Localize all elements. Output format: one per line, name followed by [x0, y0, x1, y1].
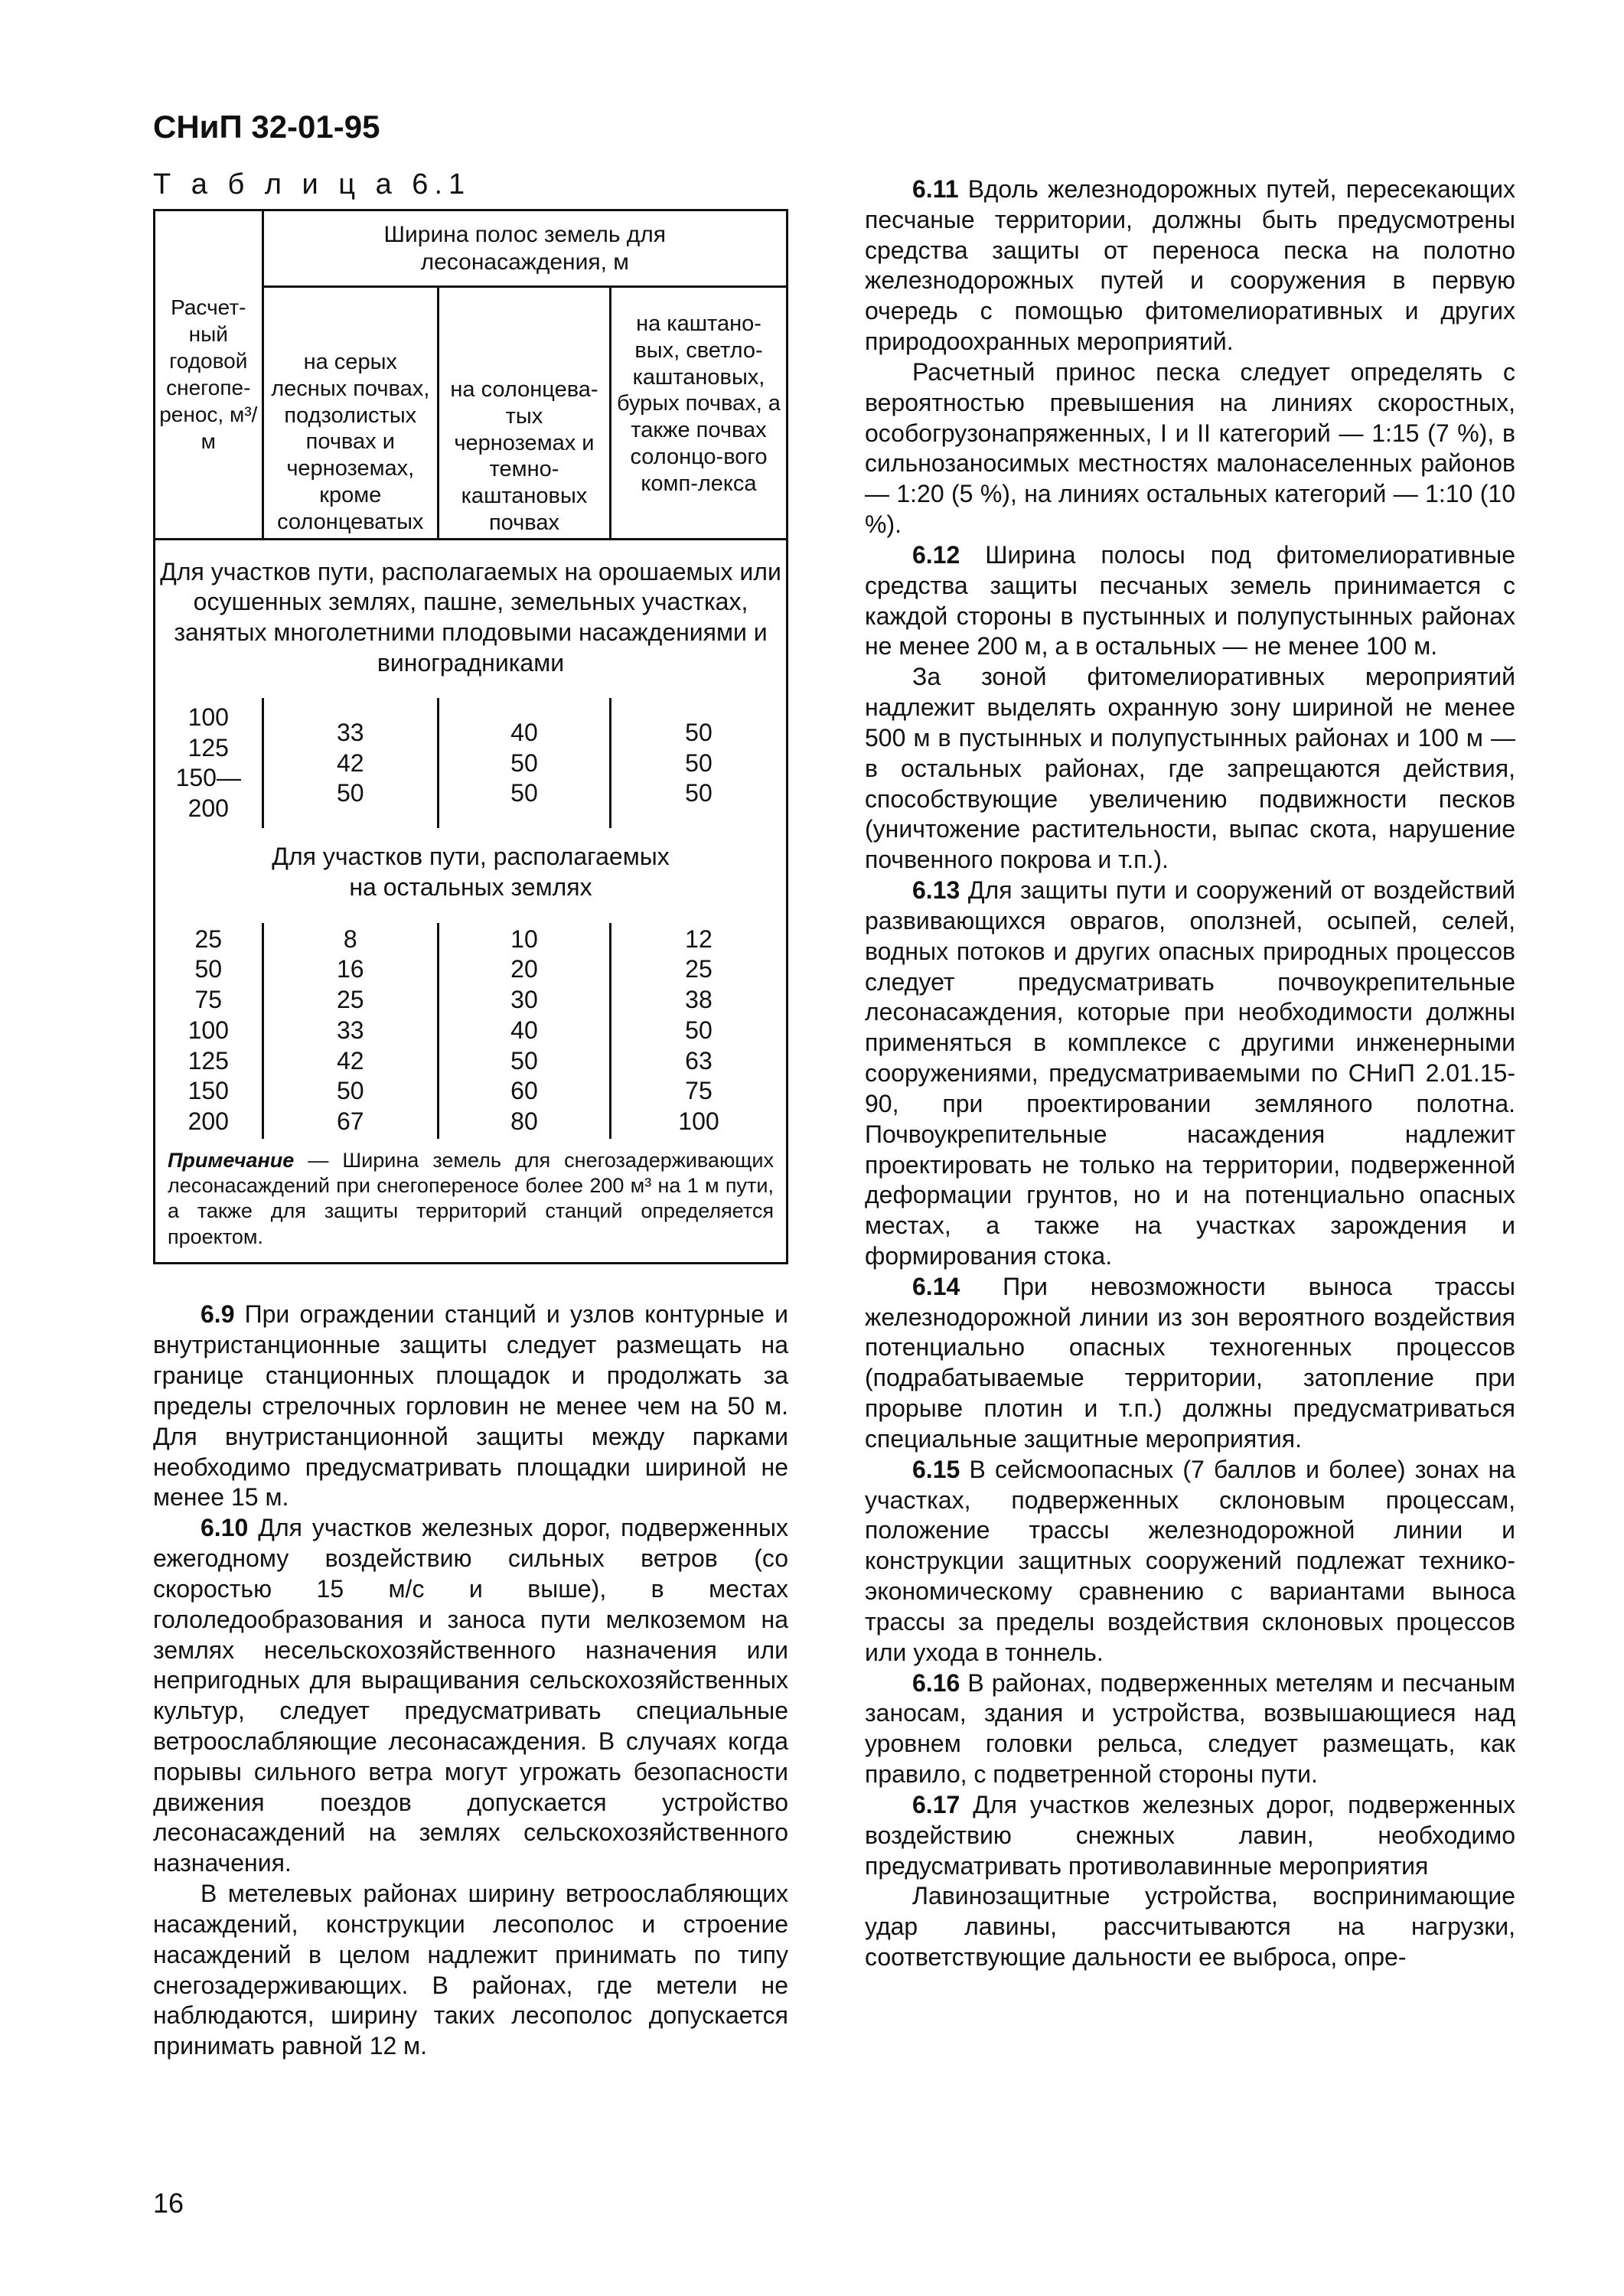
paragraph-6-15: 6.15 В сейсмоопасных (7 баллов и более) зонах на участках, подверженных склоновым процессам, положение трассы железнодорожной линии и конструкции защитных сооружений подлежат технико-экономическому сравнению с вариантами выноса трассы за пределы воздействия склоновых процессов или ухода в тоннель.	[865, 1455, 1515, 1666]
table-note	[153, 1139, 788, 1265]
paragraph-6-10: 6.10 Для участков железных дорог, подверженных ежегодному воздействию сильных ветров (со скоростью 15 м/с и выше), в местах гололедообразования и заноса пути мелкоземом на землях несельскохозяйственного назначения или непригодных для выращивания сельскохозяйственных культур, следует предусматривать специальные ветроослабляющие лесонасаждения. В случаях когда порывы сильного ветра могут угрожать безопасности движения поездов допускается устройство лесонасаждений на землях сельскохозяйственного назначения.	[153, 1514, 788, 1877]
left-text-block	[153, 1300, 788, 2062]
paragraph-6-10-cont: В метелевых районах ширину ветроослабляющих насаждений, конструкции лесополос и строение насаждений в целом надлежит принимать по типу снегозадерживающих. В районах, где метели не наблюдаются, ширину таких лесополос допускается принимать равной 12 м.	[153, 1880, 788, 2060]
s2-chestnut-values: 12 25 38 50 63 75 100	[610, 923, 787, 1139]
s1-solonets-values: 40 50 50	[438, 698, 610, 828]
note-label: Примечание	[168, 1148, 295, 1172]
page-number: 16	[153, 2187, 184, 2219]
header-chestnut-soils: на каштано-вых, светло-каштановых, бурых почвах, а также почвах солонцо-вого комп-лекса	[610, 287, 787, 540]
table-6-1	[153, 209, 788, 1139]
paragraph-6-11: 6.11 Вдоль железнодорожных путей, пересекающих песчаные территории, должны быть предусмотрены средства защиты от переноса песка на полотно железнодорожных путей и сооружения в первую очередь с помощью фитомелиоративных и других природоохранных мероприятий.	[865, 175, 1515, 356]
table-caption: Т а б л и ц а 6.1	[153, 168, 471, 201]
paragraph-6-11-cont: Расчетный принос песка следует определять с вероятностью превышения на линиях скоростных, особогрузонапряженных, I и II категорий — 1:15 (7 %), в сильнозаносимых местностях малонаселенных районов — 1:20 (5 %), на линиях остальных категорий — 1:10 (10 %).	[865, 357, 1516, 539]
paragraph-6-14: 6.14 При невозможности выноса трассы железнодорожной линии из зон вероятного воздействия потенциально опасных техногенных процессов (подрабатываемые территории, затопление при прорыве плотин и т.п.) должны предусматриваться специальные защитные мероприятия.	[865, 1272, 1515, 1453]
s1-grey-values: 33 42 50	[263, 698, 438, 828]
header-grey-soils: на серых лесных почвах, подзолистых почвах и черноземах, кроме солонцеватых	[263, 287, 438, 540]
paragraph-6-13: 6.13 Для защиты пути и сооружений от воздействий развивающихся оврагов, оползней, осыпей, селей, водных потоков и других опасных природных процессов следует предусматривать почвоукрепительные лесонасаждения, которые при необходимости должны применяться в комплексе с другими инженерными сооружениями, предусматриваемыми по СНиП 2.01.15-90, при проектировании земляного полотна. Почвоукрепительные насаждения надлежит проектировать не только на территории, подверженной деформации грунтов, но и на потенциально опасных местах, а также на участках зарождения и формирования стока.	[865, 876, 1515, 1270]
section-irrigated-lands: Для участков пути, располагаемых на орошаемых или осушенных землях, пашне, земельных участках, занятых многолетними плодовыми насаждениями и виноградниками	[160, 557, 781, 677]
document-header: СНиП 32-01-95	[153, 109, 380, 145]
left-column	[153, 168, 788, 2062]
right-column	[865, 174, 1515, 1973]
s2-annual-values: 25 50 75 100 125 150 200	[188, 925, 229, 1135]
paragraph-6-17-cont: Лавинозащитные устройства, воспринимающие удар лавины, рассчитываются на нагрузки, соответствующие дальности ее выброса, опре-	[865, 1882, 1515, 1971]
s2-grey-values: 8 16 25 33 42 50 67	[263, 923, 438, 1139]
paragraph-6-16: 6.16 В районах, подверженных метелям и песчаным заносам, здания и устройства, возвышающиеся над уровнем головки рельса, следует размещать, как правило, с подветренной стороны пути.	[865, 1668, 1515, 1789]
section-other-lands: Для участков пути, располагаемых на остальных землях	[272, 843, 670, 902]
header-solonets-soils: на солонцева-тых черноземах и темно-каштановых почвах	[438, 287, 610, 540]
paragraph-6-17: 6.17 Для участков железных дорог, подверженных воздействию снежных лавин, необходимо предусматривать противолавинные мероприятия	[865, 1790, 1515, 1880]
s1-annual-values: 100 125 150— 200	[175, 703, 241, 823]
header-width-group: Ширина полос земель для лесонасаждения, м	[263, 210, 787, 287]
header-annual-transfer: Расчет-ный годовой снегопе-ренос, м³/м	[155, 210, 263, 540]
s1-chestnut-values: 50 50 50	[610, 698, 787, 828]
paragraph-6-12: 6.12 Ширина полосы под фитомелиоративные средства защиты песчаных земель принимается с каждой стороны в пустынных и полупустынных районах не менее 200 м, а в остальных — не менее 100 м.	[865, 540, 1515, 660]
s2-solonets-values: 10 20 30 40 50 60 80	[438, 923, 610, 1139]
paragraph-6-12-cont: За зоной фитомелиоративных мероприятий надлежит выделять охранную зону шириной не менее 500 м в пустынных и полупустынных районах и 100 м — в остальных районах, где запрещаются действия, способствующие увеличению подвижности песков (уничтожение растительности, выпас скота, нарушение почвенного покрова и т.п.).	[865, 663, 1515, 874]
paragraph-6-9: 6.9 При ограждении станций и узлов контурные и внутристанционные защиты следует размещать на границе станционных площадок и продолжать за пределы стрелочных горловин не менее чем на 50 м. Для внутристанционной защиты между парками необходимо предусматривать площадки шириной не менее 15 м.	[153, 1300, 788, 1512]
note-text: — Ширина земель для снегозадерживающих лесонасаждений при снегопереносе более 200 м³ на 1 м пути, а также для защиты территорий станций определяется проектом.	[168, 1148, 774, 1248]
